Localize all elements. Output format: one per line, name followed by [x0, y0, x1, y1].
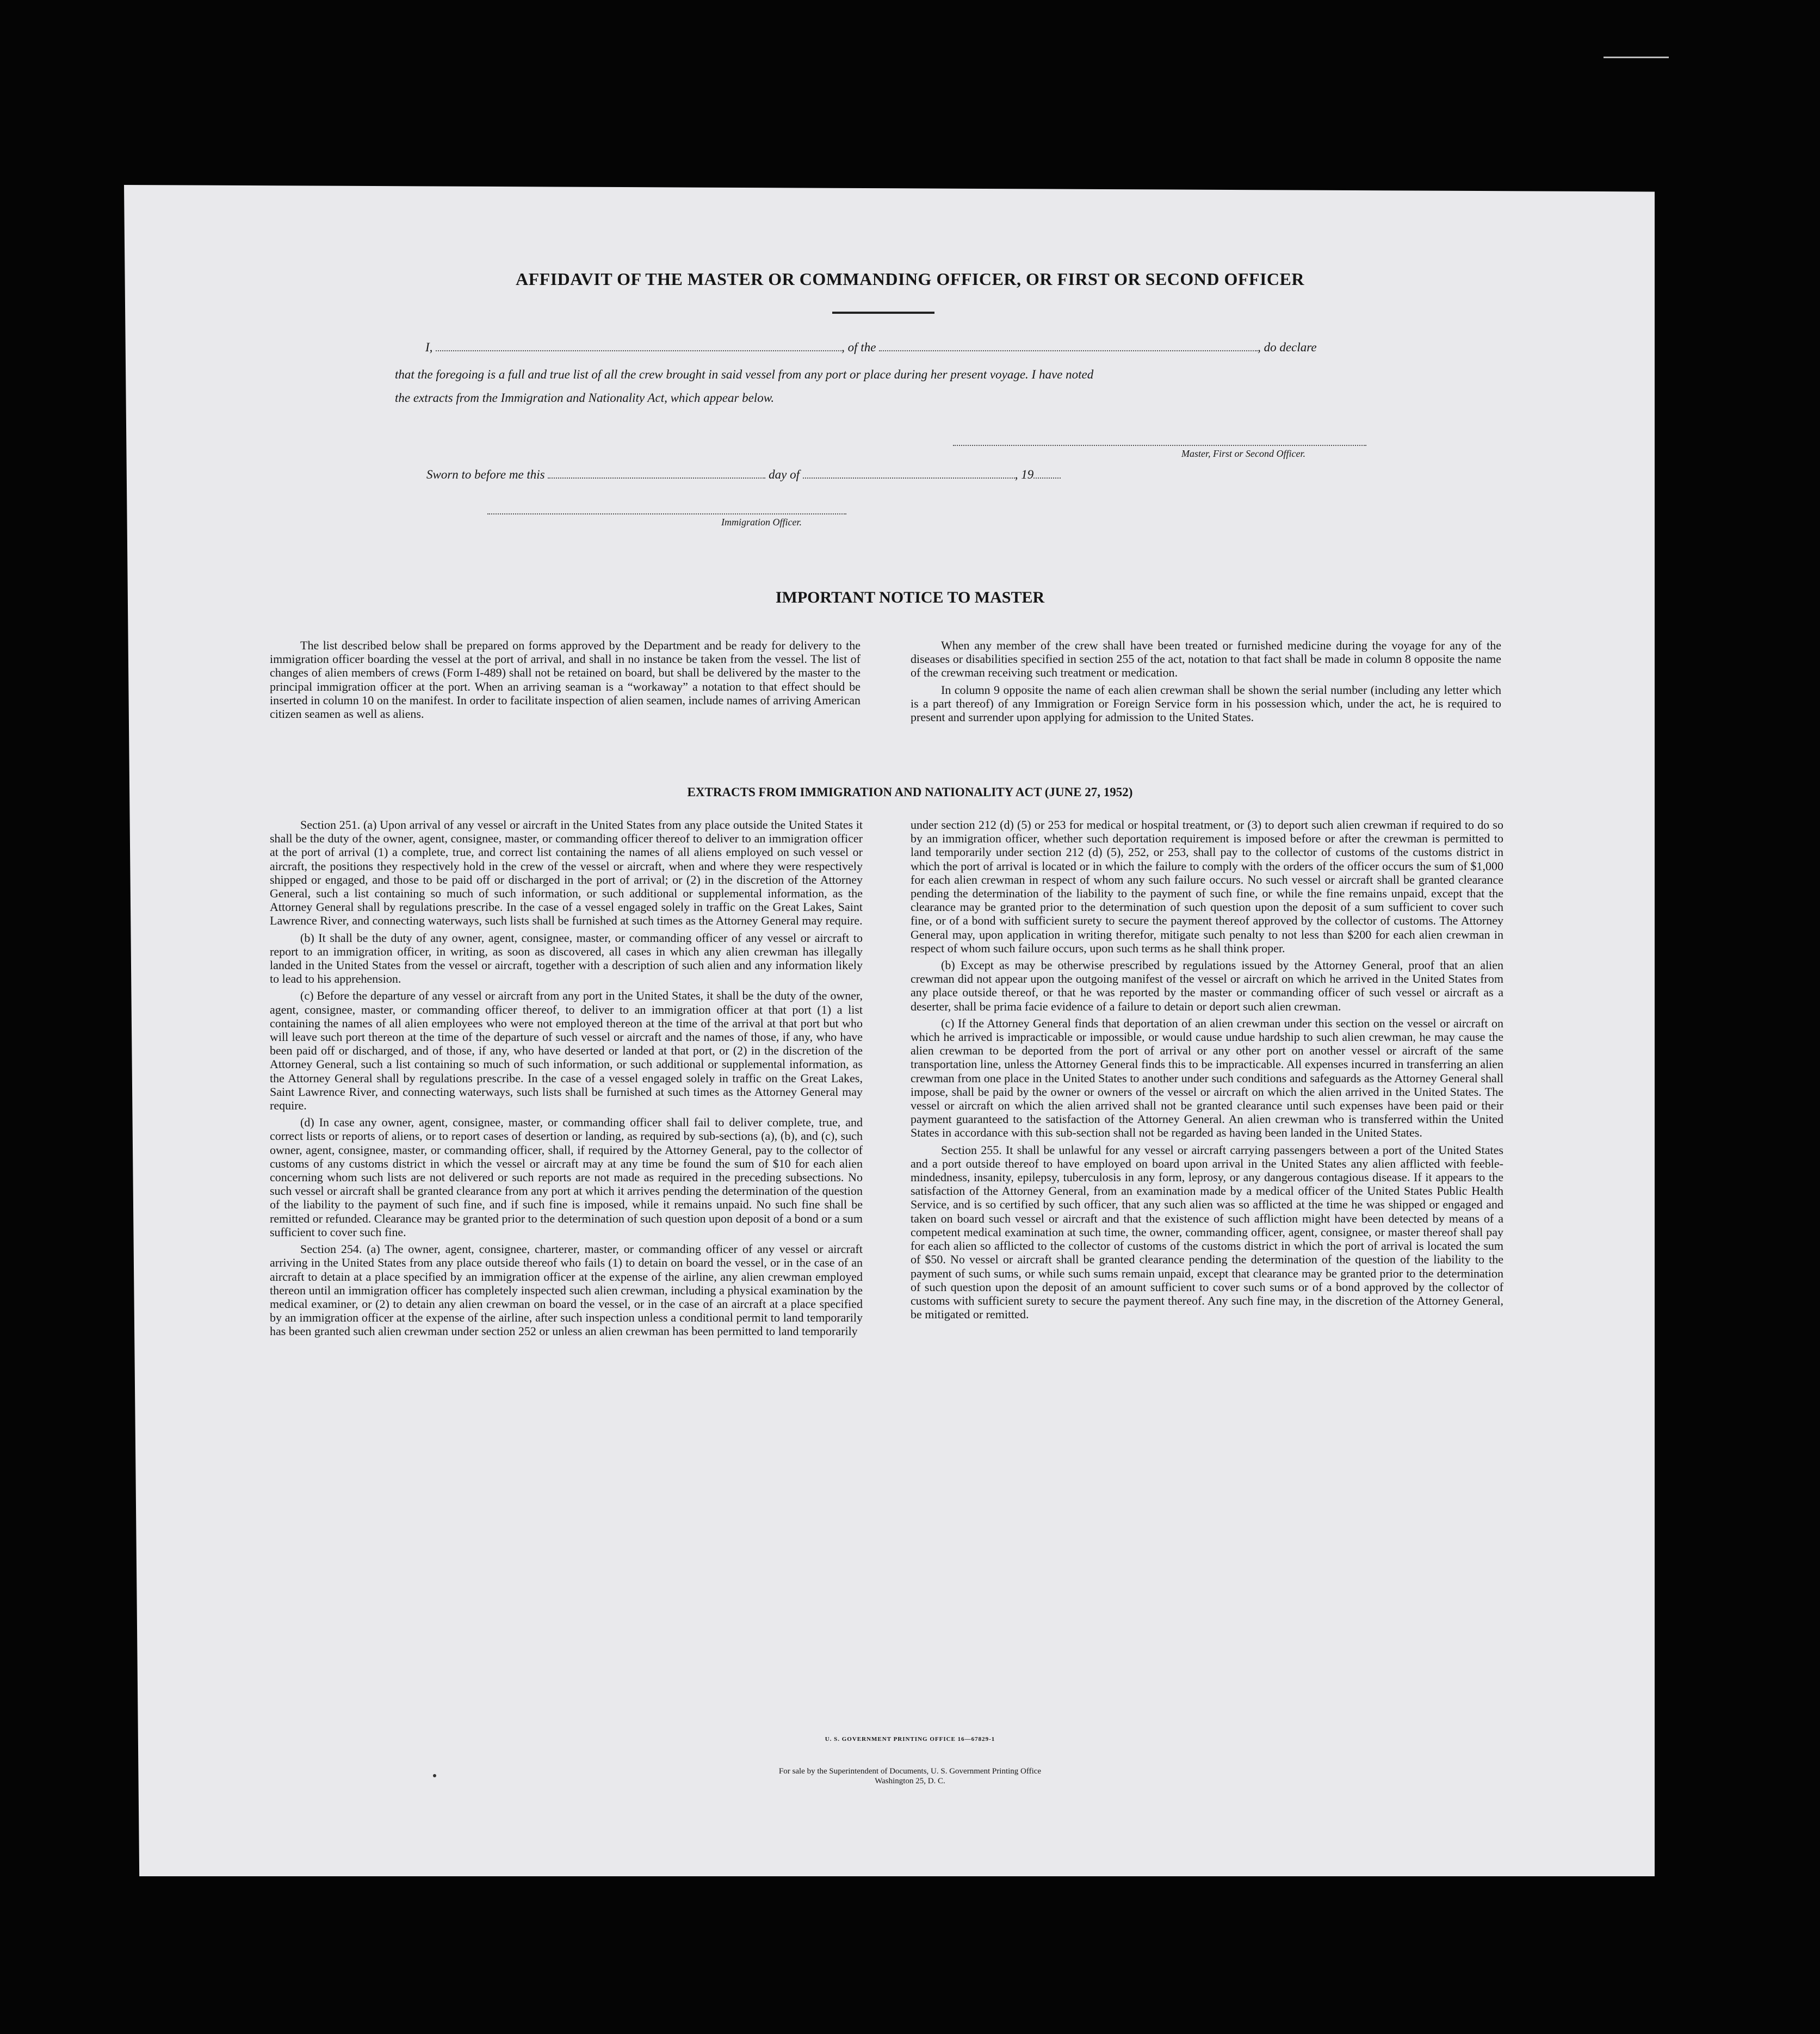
year-label: , 19 — [1014, 468, 1034, 481]
master-signature-caption: Master, First or Second Officer. — [1181, 448, 1305, 459]
declaration-line-2: that the foregoing is a full and true list of all the crew brought in said vessel from any port or place during her present voyage. I have noted — [395, 368, 1094, 381]
affidavit-title: AFFIDAVIT OF THE MASTER OR COMMANDING OFFICER, OR FIRST OR SECOND OFFICER — [516, 269, 1304, 289]
day-of-label: day of — [769, 468, 800, 481]
notice-paragraph: When any member of the crew shall have been treated or furnished medicine during the voyage for any of the diseases or disabilities specified in section 255 of the act, notation to that fact shall be made in column 8 opposite the name of the crewman receiving such treatment or medication. — [911, 638, 1501, 680]
sale-line-1: For sale by the Superintendent of Documents, U. S. Government Printing Office — [778, 1767, 1042, 1776]
vessel-field[interactable] — [879, 350, 1258, 351]
act-section-paragraph: (d) In case any owner, agent, consignee, master, or commanding officer shall fail to deliver complete, true, and correct lists or reports of aliens, or to report cases of desertion or landing, as required by sub-sections (a), (b), and (c), such owner, agent, consignee, master, or commanding officer, shall, if required by the Attorney General, pay to the collector of customs of any customs district in which the vessel or aircraft may at any time be found the sum of $10 for each alien concerning whom such lists are not delivered or such reports are not made as required in the preceding subsections. No such vessel or aircraft shall be granted clearance from any port at which it arrives pending the determination of the question of the liability to the payment of such fine, and if such fine is imposed, while it remains unpaid. No such fine shall be remitted or refunded. Clearance may be granted prior to the determination of such question upon deposit of a bond or a sum sufficient to cover such fine. — [270, 1115, 863, 1239]
notice-right-column — [911, 638, 1501, 727]
act-section-paragraph: (c) Before the departure of any vessel or aircraft from any port in the United States, it shall be the duty of the owner, agent, consignee, master, or commanding officer thereof, to deliver to an immigration officer at that port (1) a list containing the names of all alien employees who were not employed thereon at the time of the arrival at that port but who will leave such port thereon at the time of the departure of such vessel or aircraft and the names of those, if any, who have been paid off or discharged, and of those, if any, who have deserted or landed at that port, or (2) in the discretion of the Attorney General, such a list containing so much of such information, or such additional or supplemental information, as the Attorney General shall by regulations prescribe. In the case of a vessel engaged solely in traffic on the Great Lakes, Saint Lawrence River, and connecting waterways, such lists shall be furnished at such times as the Attorney General may require. — [270, 989, 863, 1113]
master-signature-line[interactable] — [953, 445, 1366, 446]
sworn-month-field[interactable] — [803, 478, 1015, 479]
i-label: I, — [425, 340, 433, 354]
name-field[interactable] — [436, 350, 841, 351]
act-section-paragraph: (c) If the Attorney General finds that deportation of an alien crewman under this section on the vessel or aircraft on which he arrived is impracticable or impossible, or would cause undue hardship to such alien crewman, he may cause the alien crewman to be deported from the port of arrival or any other port on another vessel or aircraft of the same transportation line, unless the Attorney General finds this to be impracticable. All expenses incurred in transferring an alien crewman from one place in the United States to another under such conditions and safeguards as the Attorney General shall impose, shall be paid by the owner or owners of the vessel or aircraft on which the alien arrived in the United States. The vessel or aircraft on which the alien arrived shall not be granted clearance until such expenses have been paid or their payment guaranteed to the satisfaction of the Attorney General. An alien crewman who is transferred within the United States in accordance with this sub-section shall not be regarded as having been landed in the United States. — [911, 1016, 1503, 1140]
act-section-paragraph: (b) Except as may be otherwise prescribed by regulations issued by the Attorney General, proof that an alien crewman did not appear upon the outgoing manifest of the vessel or aircraft on which he arrived in the United States from any place outside thereof, or that he was reported by the master or commanding officer of such vessel or aircraft as a deserter, shall be prima facie evidence of a failure to detain or deport such alien crewman. — [911, 958, 1503, 1013]
immigration-officer-caption: Immigration Officer. — [721, 517, 802, 528]
act-section-paragraph: under section 212 (d) (5) or 253 for medical or hospital treatment, or (3) to deport such alien crewman if required to do so by an immigration officer, whether such deportation requirement is imposed before or after the crewman is permitted to land temporarily under section 212 (d) (5), 252, or 253, shall pay to the collector of customs of the customs district in which the port of arrival is located or in which the failure to comply with the orders of the officer occurs the sum of $1,000 for each alien crewman in respect of whom any such failure occurs. No such vessel or aircraft shall be granted clearance pending the determination of the liability to the payment of such fine, or while the fine remains unpaid, except that the clearance may be granted prior to the determination of such question upon the deposit of a sum sufficient to cover such fine, or of a bond with sufficient surety to secure the payment thereof approved by the collector of customs. The Attorney General may, upon application in writing therefor, mitigate such penalty to not less than $200 for each alien crewman in respect of whom such failure occurs, upon such terms as he shall think proper. — [911, 818, 1503, 955]
scan-mark — [1604, 57, 1669, 58]
of-the-label: , of the — [841, 340, 876, 354]
immigration-officer-signature-line[interactable] — [487, 513, 846, 514]
extracts-heading: EXTRACTS FROM IMMIGRATION AND NATIONALITY ACT (JUNE 27, 1952) — [687, 785, 1133, 799]
extracts-right-column — [911, 818, 1503, 1324]
sworn-year-field[interactable] — [1033, 478, 1061, 479]
notice-paragraph: In column 9 opposite the name of each alien crewman shall be shown the serial number (including any letter which is a part thereof) of any Immigration or Foreign Service form in his possession which, under the act, he is required to present and surrender upon applying for admission to the United States. — [911, 683, 1501, 724]
printing-office-line: U. S. GOVERNMENT PRINTING OFFICE 16—67829-1 — [825, 1736, 995, 1742]
act-section-paragraph: Section 254. (a) The owner, agent, consignee, charterer, master, or commanding officer of any vessel or aircraft arriving in the United States from any place outside thereof who fails (1) to detain on board the vessel, or in the case of an aircraft to detain at a place specified by an immigration officer at the expense of the airline, any alien crewman employed thereon until an immigration officer has completely inspected such alien crewman, including a physical examination by the medical examiner, or (2) to detain any alien crewman on board the vessel, or in the case of an aircraft at a place specified by an immigration officer at the expense of the airline, after such inspection unless a conditional permit to land temporarily has been granted such alien crewman under section 252 or unless an alien crewman has been permitted to land temporarily — [270, 1242, 863, 1338]
sworn-label: Sworn to before me this — [426, 468, 545, 481]
notice-paragraph: The list described below shall be prepared on forms approved by the Department and be ready for delivery to the immigration officer boarding the vessel at the port of arrival, and shall in no instance be taken from the vessel. The list of changes of alien members of crews (Form I-489) shall not be retained on board, but shall be delivered by the master to the principal immigration officer at the port. When an arriving seaman is a “workaway” a notation to that effect should be inserted in column 10 on the manifest. In order to facilitate inspection of alien seamen, include names of arriving American citizen seamen as well as aliens. — [270, 638, 861, 721]
do-declare-label: , do declare — [1258, 340, 1317, 354]
notice-left-column — [270, 638, 861, 724]
notice-heading: IMPORTANT NOTICE TO MASTER — [775, 588, 1045, 606]
sale-notice — [0, 1766, 1820, 1786]
declaration-first-line — [425, 340, 1317, 355]
declaration-line-3: the extracts from the Immigration and Nationality Act, which appear below. — [395, 391, 775, 405]
extracts-left-column — [270, 818, 863, 1342]
sworn-line — [426, 468, 1061, 482]
title-divider — [832, 312, 934, 314]
act-section-paragraph: (b) It shall be the duty of any owner, agent, consignee, master, or commanding officer of any vessel or aircraft to report to an immigration officer, in writing, as soon as discovered, all cases in which any alien crewman has illegally landed in the United States from the vessel or aircraft, together with a description of such alien and any information likely to lead to his apprehension. — [270, 931, 863, 986]
act-section-paragraph: Section 251. (a) Upon arrival of any vessel or aircraft in the United States from any place outside the United States it shall be the duty of the owner, agent, consignee, master, or commanding officer thereof to deliver to an immigration officer at the port of arrival (1) a complete, true, and correct list containing the names of all aliens employed on such vessel or aircraft, the positions they respectively hold in the crew of the vessel or aircraft, when and where they were respectively shipped or engaged, and those to be paid off or discharged in the port of arrival; or (2) in the discretion of the Attorney General, such a list containing so much of such information, or such additional or supplemental information, as the Attorney General shall by regulations prescribe. In the case of a vessel engaged solely in traffic on the Great Lakes, Saint Lawrence River, and connecting waterways, such lists shall be furnished at such times as the Attorney General may require. — [270, 818, 863, 928]
act-section-paragraph: Section 255. It shall be unlawful for any vessel or aircraft carrying passengers between a port of the United States and a port outside thereof to have employed on board upon arrival in the United States any alien afflicted with feeble-mindedness, insanity, epilepsy, tuberculosis in any form, leprosy, or any dangerous contagious disease. If it appears to the satisfaction of the Attorney General, from an examination made by a medical officer of the United States Public Health Service, and is so certified by such officer, that any such alien was so afflicted at the time he was shipped or engaged and taken on board such vessel or aircraft and that the existence of such affliction might have been detected by means of a competent medical examination at such time, the owner, commanding officer, agent, consignee, or master thereof shall pay for each alien so afflicted to the collector of customs of the customs district in which the port of arrival is located the sum of $50. No vessel or aircraft shall be granted clearance pending the determination of the question of the liability to the payment of such sums, or while such sums remain unpaid, except that clearance may be granted prior to the determination of such question upon the deposit of an amount sufficient to cover such sums or of a bond approved by the collector of customs with sufficient surety to secure the payment thereof. Any such fine may, in the discretion of the Attorney General, be mitigated or remitted. — [911, 1143, 1503, 1322]
sale-line-2: Washington 25, D. C. — [875, 1777, 945, 1785]
paper-speck — [433, 1774, 436, 1777]
sworn-day-field[interactable] — [548, 478, 765, 479]
